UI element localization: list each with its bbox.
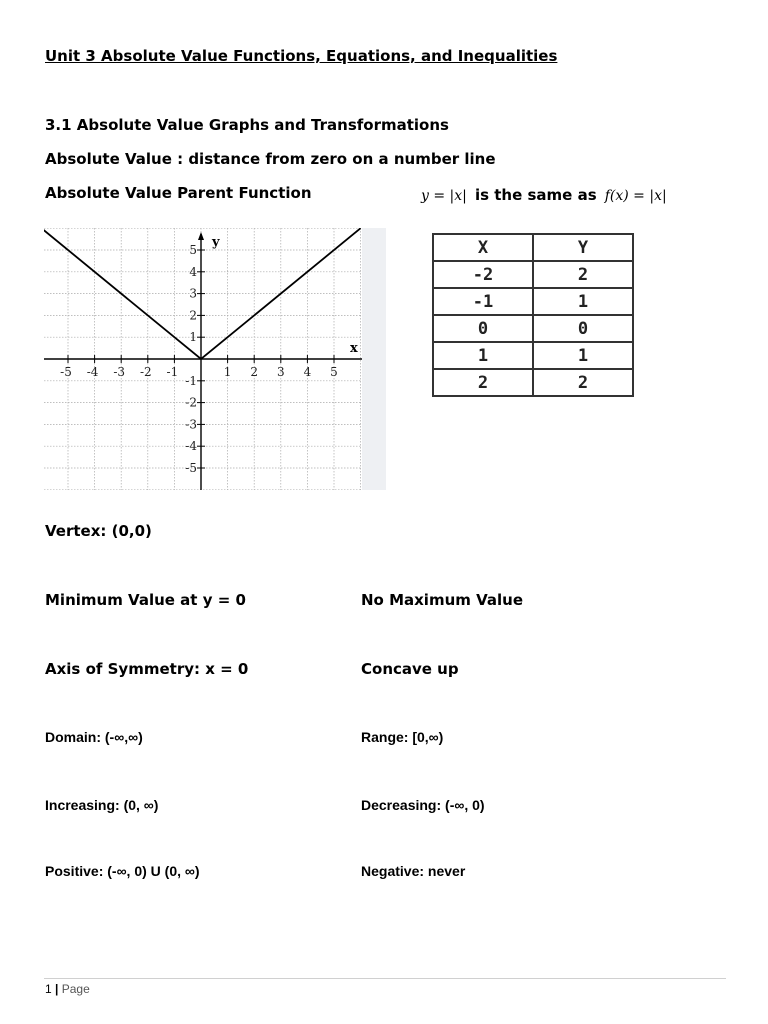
y-tick-label: -5 (185, 461, 197, 475)
section-heading: 3.1 Absolute Value Graphs and Transformations (45, 116, 449, 134)
table-row (433, 315, 633, 342)
x-tick-label: -4 (86, 365, 99, 379)
page-title: Unit 3 Absolute Value Functions, Equations, and Inequalities (45, 47, 558, 65)
table-row (433, 342, 633, 369)
table-row (433, 369, 633, 396)
absolute-value-graph (44, 228, 386, 490)
y-axis-arrowhead (198, 232, 204, 240)
x-axis-label: x (350, 341, 358, 356)
table-header-row (433, 234, 633, 261)
concavity-text: Concave up (361, 660, 459, 678)
page-footer (45, 982, 90, 996)
table-cell: 1 (533, 288, 633, 315)
page-word: Page (61, 982, 90, 996)
table-cell: -1 (433, 288, 533, 315)
y-tick-label: -2 (185, 395, 197, 410)
minimum-value-text: Minimum Value at y = 0 (45, 591, 246, 609)
table-cell: 1 (533, 342, 633, 369)
table-row (433, 261, 633, 288)
table-row (433, 288, 633, 315)
equation-lhs: y = |x| (421, 188, 467, 204)
equation (421, 185, 667, 204)
y-tick-label: 4 (189, 264, 197, 279)
table-cell: -2 (433, 261, 533, 288)
xy-table (432, 233, 634, 397)
y-tick-label: 5 (189, 243, 197, 257)
negative-text: Negative: never (361, 863, 466, 879)
x-tick-label: -2 (139, 365, 152, 379)
y-tick-label: 1 (189, 330, 197, 345)
vertex-text: Vertex: (0,0) (45, 522, 152, 540)
axis-of-symmetry-text: Axis of Symmetry: x = 0 (45, 660, 249, 678)
table-cell: 2 (433, 369, 533, 396)
increasing-text: Increasing: (0, ∞) (45, 797, 159, 813)
table-cell: 2 (533, 261, 633, 288)
range-text: Range: [0,∞) (361, 729, 444, 745)
y-tick-label: -4 (185, 439, 197, 454)
footer-divider (44, 978, 726, 979)
x-tick-label: -1 (166, 365, 179, 379)
x-tick-label: 2 (250, 365, 259, 379)
table-cell: 0 (433, 315, 533, 342)
decreasing-text: Decreasing: (-∞, 0) (361, 797, 485, 813)
x-tick-label: 3 (276, 365, 285, 379)
domain-text: Domain: (-∞,∞) (45, 729, 143, 745)
definition-text: Absolute Value : distance from zero on a number line (45, 150, 496, 168)
y-axis-label: y (212, 235, 220, 250)
y-tick-label: -3 (185, 417, 197, 432)
y-tick-label: 2 (189, 308, 197, 323)
page-number: 1 (45, 982, 52, 996)
positive-text: Positive: (-∞, 0) U (0, ∞) (45, 863, 200, 879)
x-tick-label: 4 (303, 365, 312, 379)
y-tick-label: -1 (185, 373, 197, 388)
table-header-y: Y (533, 234, 633, 261)
x-tick-label: -3 (113, 365, 126, 379)
graph-side-strip (362, 228, 386, 490)
x-tick-label: -5 (60, 365, 72, 379)
axes (44, 232, 362, 490)
maximum-value-text: No Maximum Value (361, 591, 524, 609)
table-cell: 0 (533, 315, 633, 342)
table-cell: 2 (533, 369, 633, 396)
y-tick-label: 3 (189, 286, 197, 301)
footer-separator: | (55, 982, 59, 996)
table-cell: 1 (433, 342, 533, 369)
x-tick-label: 5 (330, 365, 338, 379)
equation-middle: is the same as (474, 186, 597, 204)
table-header-x: X (433, 234, 533, 261)
x-tick-label: 1 (223, 365, 232, 379)
parent-function-label: Absolute Value Parent Function (45, 184, 312, 202)
equation-rhs: f(x) = |x| (604, 188, 667, 204)
